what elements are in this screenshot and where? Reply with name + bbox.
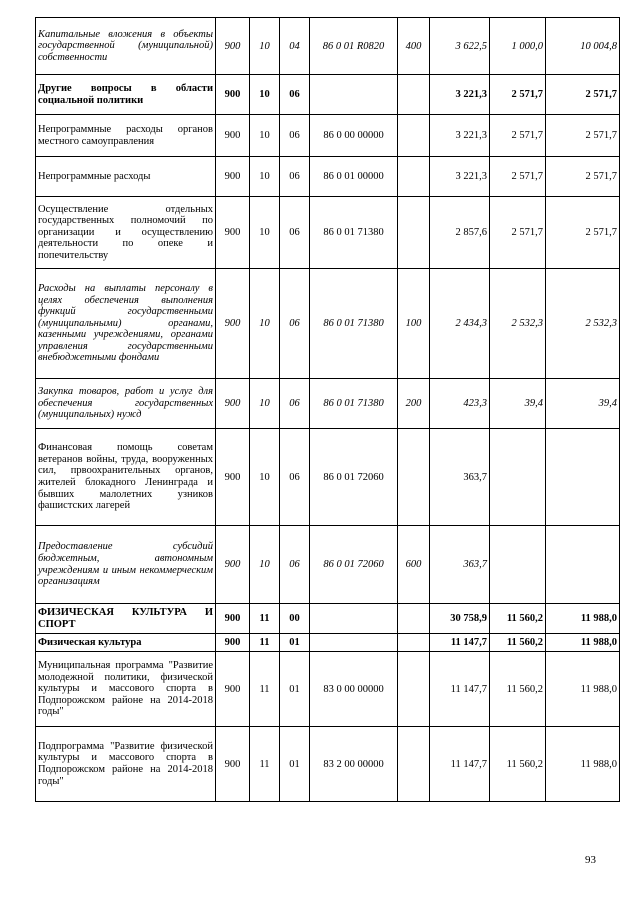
row-section-code: 11	[250, 634, 280, 652]
row-amount-year2	[490, 429, 546, 526]
table-row	[36, 18, 620, 75]
table-row	[36, 604, 620, 634]
budget-table	[35, 17, 620, 802]
page-number: 93	[585, 854, 596, 866]
row-expense-type	[398, 634, 430, 652]
row-target-code: 86 0 01 00000	[310, 157, 398, 197]
row-target-code: 86 0 01 72060	[310, 429, 398, 526]
row-amount-year1: 3 221,3	[430, 115, 490, 157]
row-adm-code: 900	[216, 429, 250, 526]
row-section-code: 10	[250, 526, 280, 604]
row-expense-type	[398, 157, 430, 197]
row-amount-year2: 2 571,7	[490, 115, 546, 157]
table-row	[36, 652, 620, 727]
row-expense-type	[398, 115, 430, 157]
row-amount-year3	[546, 526, 620, 604]
row-name: Непрограммные расходы органов местного самоуправления	[36, 115, 216, 157]
table-row	[36, 379, 620, 429]
row-amount-year3: 11 988,0	[546, 604, 620, 634]
row-target-code: 83 2 00 00000	[310, 727, 398, 802]
row-adm-code: 900	[216, 157, 250, 197]
row-subsection-code: 06	[280, 115, 310, 157]
row-amount-year2: 11 560,2	[490, 652, 546, 727]
row-name: Подпрограмма "Развитие физической культуры и массового спорта в Подпорожском районе на 2014-2018 годы"	[36, 727, 216, 802]
table-row	[36, 269, 620, 379]
row-amount-year2: 2 571,7	[490, 157, 546, 197]
row-adm-code: 900	[216, 197, 250, 269]
row-section-code: 10	[250, 197, 280, 269]
row-amount-year2: 2 532,3	[490, 269, 546, 379]
row-amount-year3: 2 571,7	[546, 197, 620, 269]
row-name: Расходы на выплаты персоналу в целях обеспечения выполнения функций государственными (муниципальными) органами, казенными учреждениями, органами управления государственными внебюджетными фондами	[36, 269, 216, 379]
row-subsection-code: 01	[280, 634, 310, 652]
row-amount-year3: 11 988,0	[546, 652, 620, 727]
row-adm-code: 900	[216, 18, 250, 75]
row-amount-year2: 2 571,7	[490, 75, 546, 115]
row-expense-type	[398, 604, 430, 634]
row-amount-year1: 2 857,6	[430, 197, 490, 269]
row-target-code: 86 0 01 71380	[310, 269, 398, 379]
table-row	[36, 429, 620, 526]
row-subsection-code: 06	[280, 526, 310, 604]
row-amount-year2: 11 560,2	[490, 727, 546, 802]
row-amount-year3: 2 571,7	[546, 75, 620, 115]
row-adm-code: 900	[216, 652, 250, 727]
row-amount-year1: 3 221,3	[430, 157, 490, 197]
row-amount-year3: 2 571,7	[546, 157, 620, 197]
row-name: Физическая культура	[36, 634, 216, 652]
row-subsection-code: 04	[280, 18, 310, 75]
table-row	[36, 157, 620, 197]
row-subsection-code: 01	[280, 727, 310, 802]
row-section-code: 10	[250, 75, 280, 115]
row-subsection-code: 06	[280, 269, 310, 379]
table-row	[36, 526, 620, 604]
row-subsection-code: 06	[280, 429, 310, 526]
row-amount-year3: 11 988,0	[546, 727, 620, 802]
table-row	[36, 634, 620, 652]
row-adm-code: 900	[216, 75, 250, 115]
row-target-code	[310, 75, 398, 115]
row-subsection-code: 00	[280, 604, 310, 634]
row-section-code: 10	[250, 18, 280, 75]
row-amount-year2: 11 560,2	[490, 604, 546, 634]
row-expense-type	[398, 652, 430, 727]
row-name: Финансовая помощь советам ветеранов войны, труда, вооруженных сил, првоохранительных органов, жителей блокадного Ленинграда и бывших малолетних узников фашистских лагерей	[36, 429, 216, 526]
row-section-code: 10	[250, 269, 280, 379]
table-row	[36, 115, 620, 157]
row-expense-type	[398, 75, 430, 115]
table-body	[36, 18, 620, 802]
row-name: ФИЗИЧЕСКАЯ КУЛЬТУРА И СПОРТ	[36, 604, 216, 634]
row-amount-year1: 3 622,5	[430, 18, 490, 75]
row-amount-year1: 363,7	[430, 526, 490, 604]
row-section-code: 10	[250, 429, 280, 526]
row-subsection-code: 06	[280, 197, 310, 269]
row-amount-year3: 10 004,8	[546, 18, 620, 75]
table-row	[36, 75, 620, 115]
row-section-code: 10	[250, 379, 280, 429]
row-name: Непрограммные расходы	[36, 157, 216, 197]
table-row	[36, 197, 620, 269]
row-amount-year2	[490, 526, 546, 604]
row-amount-year3: 11 988,0	[546, 634, 620, 652]
row-name: Другие вопросы в области социальной политики	[36, 75, 216, 115]
row-name: Капитальные вложения в объекты государственной (муниципальной) собственности	[36, 18, 216, 75]
row-target-code: 86 0 01 72060	[310, 526, 398, 604]
row-target-code: 83 0 00 00000	[310, 652, 398, 727]
row-name: Осуществление отдельных государственных полномочий по организации и осуществлению деятельности по опеке и попечительству	[36, 197, 216, 269]
row-amount-year1: 2 434,3	[430, 269, 490, 379]
row-amount-year1: 11 147,7	[430, 652, 490, 727]
row-target-code: 86 0 01 R0820	[310, 18, 398, 75]
table-row	[36, 727, 620, 802]
row-subsection-code: 01	[280, 652, 310, 727]
row-subsection-code: 06	[280, 157, 310, 197]
row-expense-type: 100	[398, 269, 430, 379]
row-target-code: 86 0 01 71380	[310, 197, 398, 269]
row-section-code: 10	[250, 115, 280, 157]
row-subsection-code: 06	[280, 379, 310, 429]
row-adm-code: 900	[216, 379, 250, 429]
row-expense-type	[398, 429, 430, 526]
row-amount-year1: 11 147,7	[430, 727, 490, 802]
row-section-code: 11	[250, 652, 280, 727]
row-name: Муниципальная программа "Развитие молодежной политики, физической культуры и массового спорта в Подпорожском районе на 2014-2018 годы"	[36, 652, 216, 727]
row-adm-code: 900	[216, 269, 250, 379]
row-target-code	[310, 634, 398, 652]
row-amount-year3: 2 532,3	[546, 269, 620, 379]
row-amount-year3: 39,4	[546, 379, 620, 429]
row-section-code: 11	[250, 727, 280, 802]
row-section-code: 11	[250, 604, 280, 634]
row-target-code	[310, 604, 398, 634]
row-expense-type	[398, 727, 430, 802]
row-subsection-code: 06	[280, 75, 310, 115]
row-amount-year1: 423,3	[430, 379, 490, 429]
row-amount-year1: 363,7	[430, 429, 490, 526]
row-amount-year1: 3 221,3	[430, 75, 490, 115]
row-amount-year2: 39,4	[490, 379, 546, 429]
row-amount-year3	[546, 429, 620, 526]
row-expense-type: 200	[398, 379, 430, 429]
row-amount-year2: 11 560,2	[490, 634, 546, 652]
row-amount-year1: 11 147,7	[430, 634, 490, 652]
row-amount-year1: 30 758,9	[430, 604, 490, 634]
row-section-code: 10	[250, 157, 280, 197]
row-target-code: 86 0 00 00000	[310, 115, 398, 157]
row-expense-type	[398, 197, 430, 269]
row-expense-type: 400	[398, 18, 430, 75]
row-amount-year2: 2 571,7	[490, 197, 546, 269]
row-adm-code: 900	[216, 115, 250, 157]
row-name: Закупка товаров, работ и услуг для обеспечения государственных (муниципальных) нужд	[36, 379, 216, 429]
row-target-code: 86 0 01 71380	[310, 379, 398, 429]
row-amount-year2: 1 000,0	[490, 18, 546, 75]
row-adm-code: 900	[216, 727, 250, 802]
row-amount-year3: 2 571,7	[546, 115, 620, 157]
row-adm-code: 900	[216, 604, 250, 634]
row-adm-code: 900	[216, 634, 250, 652]
row-adm-code: 900	[216, 526, 250, 604]
row-expense-type: 600	[398, 526, 430, 604]
row-name: Предоставление субсидий бюджетным, автономным учреждениям и иным некоммерческим организациям	[36, 526, 216, 604]
